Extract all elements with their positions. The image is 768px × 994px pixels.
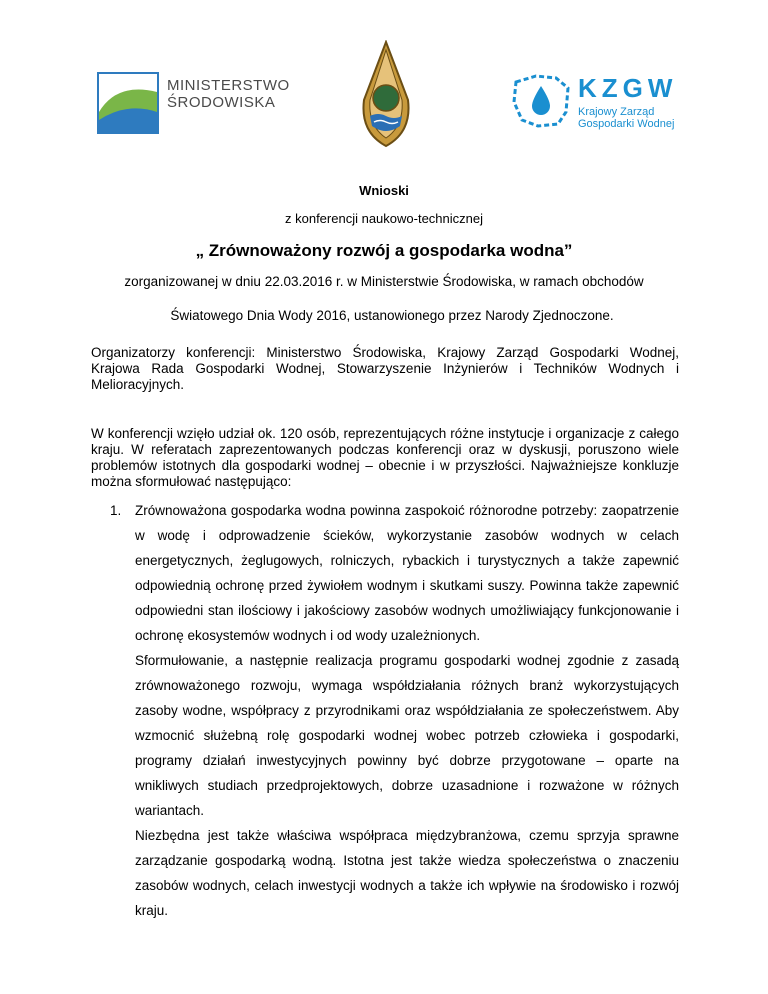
document-header — [0, 183, 768, 324]
kzgw-line2: Gospodarki Wodnej — [578, 118, 675, 130]
organization-line-1: zorganizowanej w dniu 22.03.2016 r. w Ministerstwie Środowiska, w ramach obchodów — [124, 274, 644, 289]
list-item-paragraph-3: Niezbędna jest także właściwa współpraca międzybranżowa, czemu sprzyja sprawne zarządzanie gospodarką wodną. Istotna jest także wiedza społeczeństwa o znaczeniu zasobów wodnych, celach inwestycji wodnych a także ich wpływie na środowisko i rozwój kraju. — [135, 828, 679, 918]
subheading: z konferencji naukowo-technicznej — [285, 211, 483, 226]
kzgw-line1: Krajowy Zarząd — [578, 106, 655, 118]
list-item-number: 1. — [110, 503, 122, 518]
list-item-paragraph-2: Sformułowanie, a następnie realizacja programu gospodarki wodnej zgodnie z zasadą zrównoważonego rozwoju, wymaga współdziałania różnych branż wykorzystujących zasoby wodne, współpracy z przyrodnikami oraz współdziałania ze społeczeństwem. Aby wzmocnić służebną rolę gospodarki wodnej wobec potrzeb człowieka i gospodarki, programy działań inwestycyjnych powinny być dobrze przygotowane – oparte na wnikliwych studiach przedprojektowych, dobrze uzasadnione i rozważone w różnych wariantach. — [135, 653, 679, 818]
intro-paragraph: W konferencji wzięło udział ok. 120 osób, reprezentujących różne instytucje i organizacje z całego kraju. W referatach zaprezentowanych podczas konferencji oraz w dyskusji, poruszono wiele problemów istotnych dla gospodarki wodnej – obecnie i w przyszłości. Najważniejsze konkluzje można sformułować następująco: — [91, 426, 679, 489]
conference-title: „ Zrównoważony rozwój a gospodarka wodna” — [195, 241, 573, 260]
list-item — [135, 498, 679, 923]
kzgw-acronym: KZGW — [578, 73, 678, 103]
logo-bar — [0, 0, 768, 150]
sitwm-emblem-logo — [356, 40, 416, 148]
organizers-paragraph: Organizatorzy konferencji: Ministerstwo Środowiska, Krajowy Zarząd Gospodarki Wodnej, Krajowa Rada Gospodarki Wodnej, Stowarzyszenie Inżynierów i Techników Wodnych i Melioracyjnych. — [91, 345, 679, 392]
kzgw-map-drop-icon — [510, 72, 572, 128]
conclusions-list — [110, 498, 679, 923]
ministerstwo-line1: MINISTERSTWO — [167, 77, 290, 94]
kzgw-logo — [510, 72, 710, 142]
kzgw-fullname — [578, 106, 674, 130]
heading: Wnioski — [359, 183, 409, 198]
ministerstwo-text — [167, 77, 290, 111]
ministerstwo-line2: ŚRODOWISKA — [167, 94, 276, 111]
emblem-icon — [356, 40, 416, 148]
ministerstwo-srodowiska-logo — [97, 72, 297, 134]
ministerstwo-mark-icon — [97, 72, 161, 134]
organization-line-2: Światowego Dnia Wody 2016, ustanowionego przez Narody Zjednoczone. — [170, 308, 614, 323]
list-item-paragraph-1: Zrównoważona gospodarka wodna powinna zaspokoić różnorodne potrzeby: zaopatrzenie w wodę i odprowadzenie ścieków, wykorzystanie zasobów wodnych w celach energetycznych, żeglugowych, rolniczych, rybackich i turystycznych a także zapewnić odpowiednią ochronę przed żywiołem wodnym i skutkami suszy. Powinna także zapewnić odpowiedni stan ilościowy i jakościowy zasobów wodnych umożliwiający funkcjonowanie i ochronę ekosystemów wodnych i od wody uzależnionych. — [135, 503, 679, 643]
